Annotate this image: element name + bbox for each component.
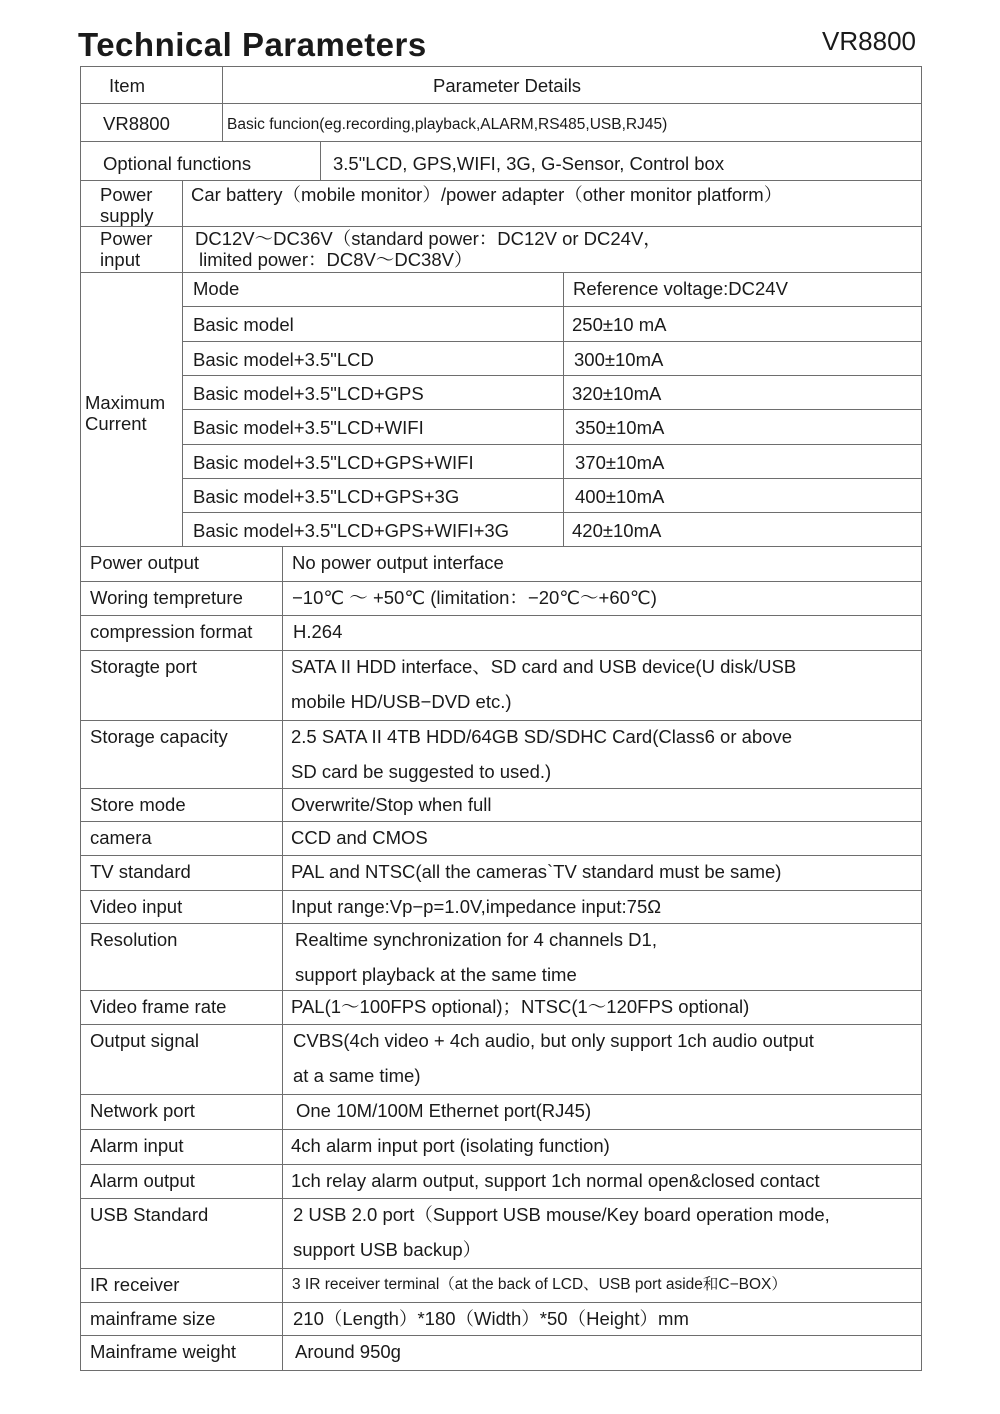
spec-value-continued: at a same time) <box>293 1065 421 1086</box>
spec-value-continued: SD card be suggested to used.) <box>291 761 552 782</box>
power-supply-label-1: Power <box>100 184 153 205</box>
model-row-label: VR8800 <box>103 113 170 134</box>
spec-label: Alarm output <box>90 1170 195 1191</box>
spec-value: H.264 <box>293 621 343 642</box>
spec-label: USB Standard <box>90 1204 209 1225</box>
current-value: 300±10mA <box>574 349 664 370</box>
spec-value: −10℃ ～ +50℃ (limitation：−20℃～+60℃) <box>292 587 657 608</box>
spec-value: CVBS(4ch video + 4ch audio, but only support 1ch audio output <box>293 1030 814 1051</box>
spec-value: Realtime synchronization for 4 channels D1, <box>295 929 657 950</box>
current-mode: Basic model+3.5"LCD+WIFI <box>193 417 424 438</box>
col-line <box>282 546 283 1371</box>
spec-value: 3 IR receiver terminal（at the back of LCD、USB port aside和C−BOX） <box>292 1276 787 1293</box>
spec-label: Video frame rate <box>90 996 227 1017</box>
row-line <box>80 226 922 227</box>
spec-value: Input range:Vp−p=1.0V,impedance input:75Ω <box>291 896 662 917</box>
spec-value: No power output interface <box>292 552 504 573</box>
header-item: Item <box>109 75 145 96</box>
spec-value-continued: support USB backup） <box>293 1239 482 1260</box>
col-line <box>182 180 183 546</box>
spec-label: Output signal <box>90 1030 200 1051</box>
current-head-ref: Reference voltage:DC24V <box>573 278 788 299</box>
spec-label: mainframe size <box>90 1308 216 1329</box>
row-line <box>80 103 922 104</box>
spec-label: Alarm input <box>90 1135 184 1156</box>
current-value: 250±10 mA <box>572 314 667 335</box>
current-mode: Basic model <box>193 314 294 335</box>
current-value: 370±10mA <box>575 452 665 473</box>
optional-value: 3.5"LCD, GPS,WIFI, 3G, G-Sensor, Control box <box>333 153 725 174</box>
spec-value: CCD and CMOS <box>291 827 428 848</box>
spec-value: 2 USB 2.0 port（Support USB mouse/Key board operation mode, <box>293 1204 830 1225</box>
current-label-2: Current <box>85 413 147 434</box>
spec-label: Woring tempreture <box>90 587 243 608</box>
current-value: 320±10mA <box>572 383 662 404</box>
spec-label: Network port <box>90 1100 195 1121</box>
spec-label: camera <box>90 827 152 848</box>
header-details: Parameter Details <box>433 75 582 96</box>
current-value: 420±10mA <box>572 520 662 541</box>
spec-value-continued: mobile HD/USB−DVD etc.) <box>291 691 512 712</box>
current-mode: Basic model+3.5"LCD+GPS+WIFI+3G <box>193 520 510 541</box>
current-mode: Basic model+3.5"LCD+GPS <box>193 383 424 404</box>
spec-value: 1ch relay alarm output, support 1ch normal open&closed contact <box>291 1170 820 1191</box>
spec-value: PAL and NTSC(all the cameras`TV standard must be same) <box>291 861 782 882</box>
model-row-value: Basic funcion(eg.recording,playback,ALARM,RS485,USB,RJ45) <box>227 116 668 133</box>
optional-label: Optional functions <box>103 153 252 174</box>
spec-value: PAL(1～100FPS optional)；NTSC(1～120FPS optional) <box>291 996 750 1017</box>
spec-label: Storagte port <box>90 656 197 677</box>
spec-label: IR receiver <box>90 1274 180 1295</box>
spec-label: TV standard <box>90 861 191 882</box>
power-supply-label-2: supply <box>100 205 154 226</box>
model-number: VR8800 <box>822 26 916 56</box>
current-value: 400±10mA <box>575 486 665 507</box>
spec-value: Overwrite/Stop when full <box>291 794 492 815</box>
spec-value: 2.5 SATA II 4TB HDD/64GB SD/SDHC Card(Class6 or above <box>291 726 793 747</box>
spec-label: Video input <box>90 896 183 917</box>
page-title: Technical Parameters <box>78 26 427 63</box>
row-line <box>80 821 922 822</box>
spec-value: Around 950g <box>295 1341 401 1362</box>
row-line <box>80 66 922 67</box>
power-supply-value: Car battery（mobile monitor）/power adapter（other monitor platform） <box>191 184 783 205</box>
row-line <box>80 1370 922 1371</box>
row-line <box>80 180 922 181</box>
row-line <box>80 141 922 142</box>
spec-label: Storage capacity <box>90 726 228 747</box>
row-line <box>80 788 922 789</box>
spec-label: Mainframe weight <box>90 1341 237 1362</box>
current-mode: Basic model+3.5"LCD+GPS+WIFI <box>193 452 474 473</box>
power-input-value-2: limited power：DC8V～DC38V） <box>199 249 473 270</box>
power-input-label-1: Power <box>100 228 153 249</box>
current-mode: Basic model+3.5"LCD <box>193 349 374 370</box>
current-head-mode: Mode <box>193 278 240 299</box>
spec-value: SATA II HDD interface、SD card and USB device(U disk/USB <box>291 656 797 677</box>
current-mode: Basic model+3.5"LCD+GPS+3G <box>193 486 460 507</box>
spec-label: compression format <box>90 621 253 642</box>
spec-value-continued: support playback at the same time <box>295 964 577 985</box>
power-input-value-1: DC12V～DC36V（standard power：DC12V or DC24V， <box>195 228 662 249</box>
spec-value: 210（Length）*180（Width）*50（Height）mm <box>293 1308 689 1329</box>
current-value: 350±10mA <box>575 417 665 438</box>
spec-value: One 10M/100M Ethernet port(RJ45) <box>296 1100 592 1121</box>
spec-label: Power output <box>90 552 200 573</box>
spec-value: 4ch alarm input port (isolating function) <box>291 1135 610 1156</box>
spec-label: Resolution <box>90 929 178 950</box>
table-border-right <box>921 66 922 1371</box>
power-input-label-2: input <box>100 249 141 270</box>
spec-label: Store mode <box>90 794 186 815</box>
current-label-1: Maximum <box>85 392 166 413</box>
col-line <box>320 141 321 180</box>
